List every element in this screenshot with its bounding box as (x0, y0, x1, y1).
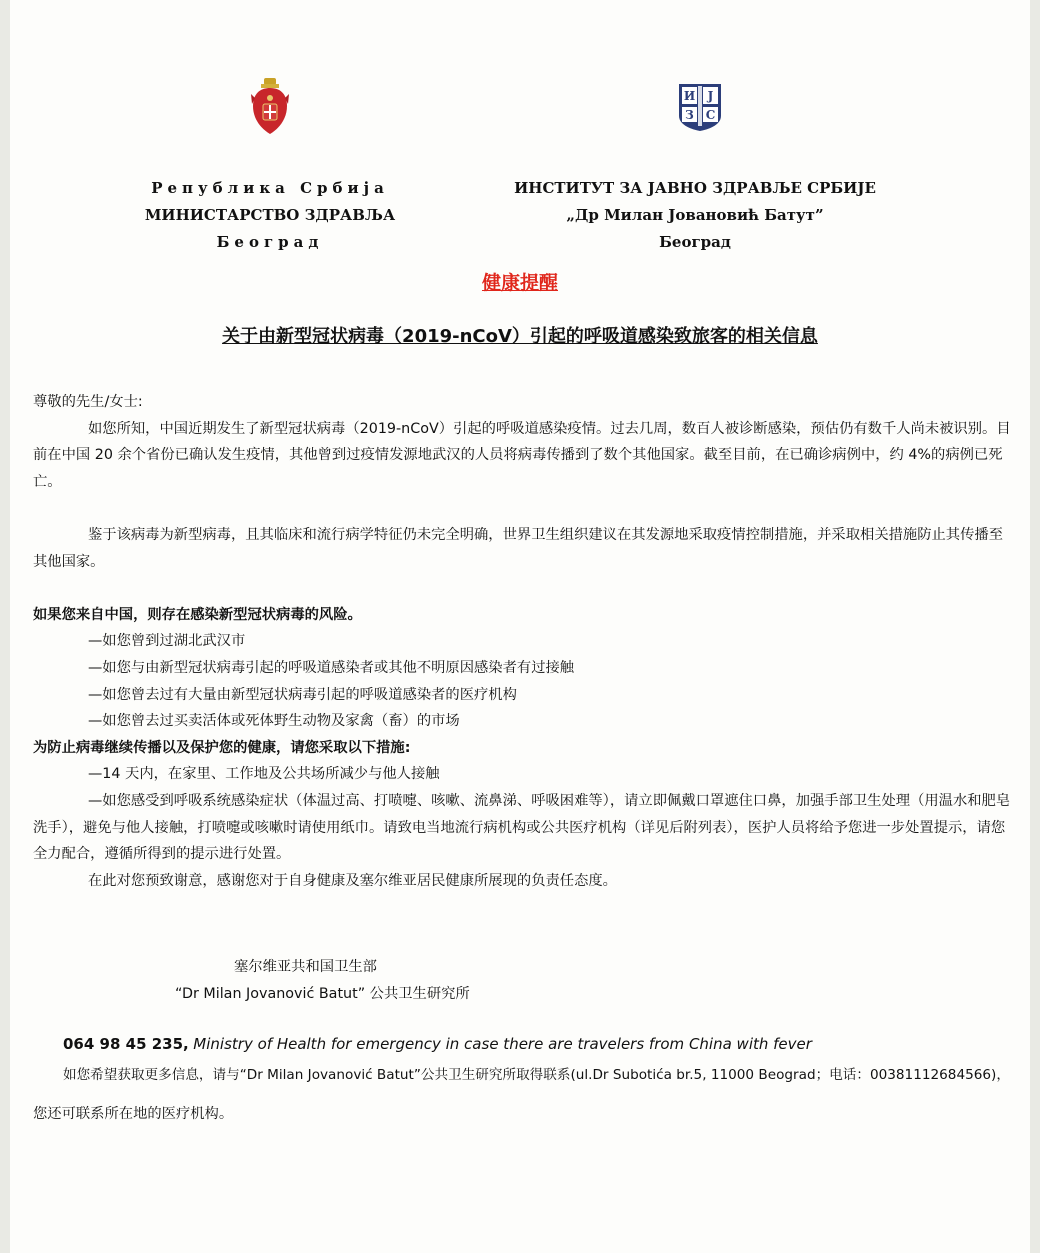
measure-item: —14 天内，在家里、工作地及公共场所减少与他人接触 (88, 766, 440, 783)
signature-line2 (175, 983, 470, 1003)
institute-header-line2: „Др Милан Јовановић Батут” (566, 206, 824, 224)
institute-header (500, 175, 890, 256)
risk-item: —如您曾到过湖北武汉市 (88, 633, 246, 650)
institute-header-line1: ИНСТИТУТ ЗА ЈАВНО ЗДРАВЉЕ СРБИЈЕ (514, 179, 876, 197)
measures-heading: 为防止病毒继续传播以及保护您的健康，请您采取以下措施: (33, 739, 411, 756)
logo-letter-4: С (705, 108, 716, 122)
thanks-paragraph: 在此对您预致谢意，感谢您对于自身健康及塞尔维亚居民健康所展现的负责任态度。 (88, 872, 617, 889)
risk-item: —如您曾去过有大量由新型冠状病毒引起的呼吸道感染者的医疗机构 (88, 686, 517, 703)
local-medical-line: 您还可联系所在地的医疗机构。 (33, 1106, 234, 1122)
ministry-header-line3: Београд (216, 233, 324, 251)
emergency-phone-description: Ministry of Health for emergency in case there are travelers from China with fever (193, 1035, 812, 1053)
emergency-phone: 064 98 45 235, (63, 1035, 189, 1053)
ministry-header-line1: Република Србија (151, 179, 389, 197)
emergency-contact (63, 1035, 812, 1053)
paragraph-1: 如您所知，中国近期发生了新型冠状病毒（2019-nCoV）引起的呼吸道感染疫情。过去几周，数百人被诊断感染，预估仍有数千人尚未被识别。目前在中国 20 余个省份已确认发生疫情，其他曾到过疫情发源地武汉的人员将病毒传播到了数个其他国家。截至目前，在已确诊病例中，约 4%的病例已死亡。 (33, 420, 1011, 490)
health-reminder-title: 健康提醒 (481, 272, 558, 294)
signature-institute: “Dr Milan Jovanović Batut” 公共卫生研究所 (175, 986, 470, 1002)
logo-letter-2: Ј (707, 89, 714, 103)
signature-line1: 塞尔维亚共和国卫生部 (234, 959, 377, 975)
ministry-header (140, 175, 400, 256)
paragraph-2: 鉴于该病毒为新型病毒，且其临床和流行病学特征仍未完全明确，世界卫生组织建议在其发源地采取疫情控制措施，并采取相关措施防止其传播至其他国家。 (33, 526, 1003, 570)
greeting: 尊敬的先生/女士: (33, 394, 143, 410)
risk-item: —如您曾去过买卖活体或死体野生动物及家禽（畜）的市场 (88, 713, 460, 730)
letter-body (33, 389, 1013, 894)
institute-header-line3: Београд (659, 233, 731, 251)
institute-logo-icon (677, 82, 723, 132)
logo-letter-1: И (683, 89, 696, 103)
risk-item: —如您与由新型冠状病毒引起的呼吸道感染者或其他不明原因感染者有过接触 (88, 659, 575, 676)
measure-item: —如您感受到呼吸系统感染症状（体温过高、打喷嚏、咳嗽、流鼻涕、呼吸困难等），请立即佩戴口罩遮住口鼻，加强手部卫生处理（用温水和肥皂洗手），避免与他人接触，打喷嚏或咳嗽时请使用纸巾。请致电当地流行病机构或公共医疗机构（详见后附列表），医护人员将给予您进一步处置提示，请您全力配合，遵循所得到的提示进行处置。 (33, 792, 1011, 863)
risk-heading: 如果您来自中国，则存在感染新型冠状病毒的风险。 (33, 606, 362, 623)
more-info-line: 如您希望获取更多信息，请与“Dr Milan Jovanović Batut”公共卫生研究所取得联系(ul.Dr Subotića br.5, 11000 Beograd；电话：00381112684566)， (63, 1067, 1010, 1083)
serbia-coat-of-arms-icon (250, 78, 290, 136)
logo-letter-3: З (685, 108, 694, 122)
document-title: 关于由新型冠状病毒（2019-nCoV）引起的呼吸道感染致旅客的相关信息 (222, 326, 818, 347)
ministry-header-line2: МИНИСТАРСТВО ЗДРАВЉА (144, 206, 396, 224)
